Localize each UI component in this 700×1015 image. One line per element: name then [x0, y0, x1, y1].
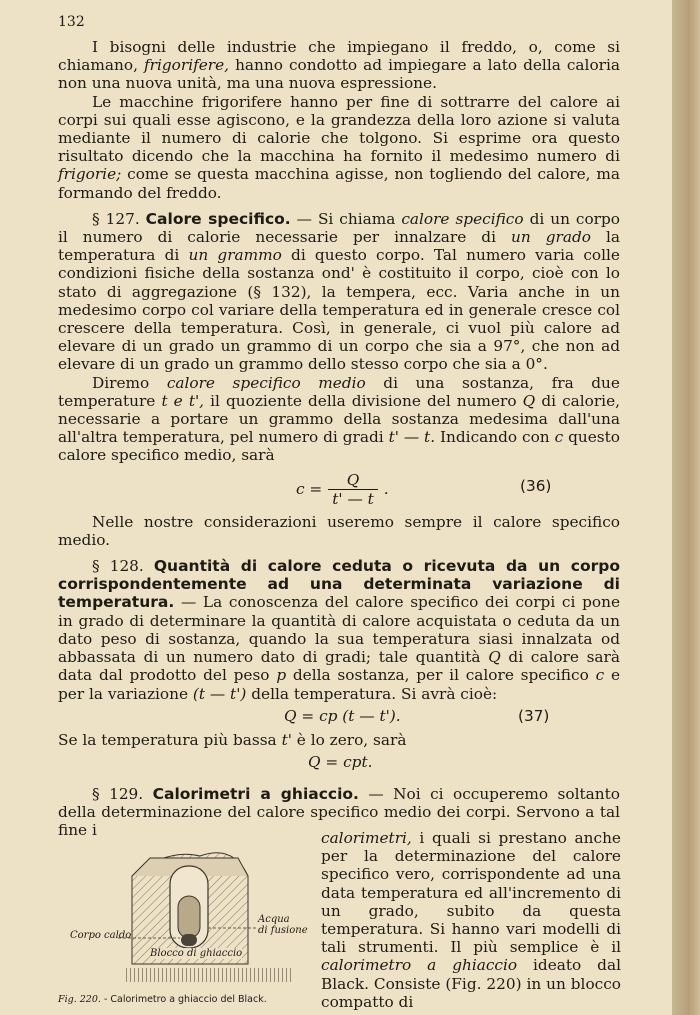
body-text [58, 38, 620, 840]
paragraph-medio: Nelle nostre considerazioni useremo sempre il calore specifico medio. [58, 512, 620, 549]
equation-36: c = $\frac{Q}{t' — t}$ . (36) [296, 470, 552, 508]
figure-label-water: Acqua di fusione [258, 914, 308, 936]
section-127-number: § 127. [92, 209, 140, 228]
equation-37-expression: Q = cp (t — t'). [284, 706, 401, 725]
figure-caption: Fig. 220. - Calorimetro a ghiaccio del Black. [58, 994, 267, 1005]
paragraph-frigorifere: I bisogni delle industrie che impiegano il freddo, o, come si chiamano, frigorifere, hanno condotto ad impiegare a lato della caloria non una nuova unità, ma una nuova espressione. [58, 38, 620, 93]
section-129-fragment: ideato dal Black. Consiste (Fig. 220) in un blocco compatto di [321, 956, 621, 1011]
section-129-fragment: calorimetri, [321, 829, 420, 847]
figure-label-ice-block: Blocco di ghiaccio [150, 948, 243, 959]
section-129-title: Calorimetri a ghiaccio. [152, 784, 359, 803]
section-127: § 127. Calore specifico. — Si chiama calore specifico di un corpo il numero di calorie necessarie per innalzare di un grado la temperatura di un grammo di questo corpo. Tal numero varia colle condizioni fisiche della sostanza ond' è costituito il corpo, cioè con lo stato di aggregazione (§ 132), la tempera, ecc. Varia anche in un medesimo corpo col variare della temperatura ed in generale cresce col crescere della temperatura. Così, in generale, ci vuol più calore ad elevare di un grado un grammo di un corpo che sia a 97°, che non ad elevare di un grado un grammo dello stesso corpo che sia a 0°. [58, 209, 620, 374]
paragraph-calore-medio: Diremo calore specifico medio di una sostanza, fra due temperature t e t', il quoziente della divisione del numero Q di calorie, necessarie a portare un grammo della sostanza medesima dall'una all'altra temperatura, pel numero di gradi t' — t. Indicando con c questo calore specifico medio, sarà [58, 373, 620, 465]
section-129-wrap-text [321, 829, 621, 1011]
section-127-title: Calore specifico. [145, 209, 291, 228]
paragraph-frigorie: Le macchine frigorifere hanno per fine di sottrarre del calore ai corpi sui quali esse agiscono, e la grandezza della loro azione si valuta mediante il numero di calorie che tolgono. Si esprime ora questo risultato dicendo che la macchina ha fornito il medesimo numero di frigorie; come se questa macchina agisse, non togliendo del calore, ma formando del freddo. [58, 92, 620, 202]
section-129-heading-line: § 129. Calorimetri a ghiaccio. — Noi ci occuperemo soltanto della determinazione del calore specifico medio dei corpi. Servono a tal fine i [58, 784, 620, 840]
equation-36-fraction [328, 471, 378, 508]
section-128: § 128. Quantità di calore ceduta o ricevuta da un corpo corrispondentemente ad una determinata variazione di temperatura. — La conoscenza del calore specifico dei corpi ci pone in grado di determinare la quantità di calore acquistata o ceduta da un dato peso di sostanza, quando la sua temperatura siasi innalzata od abbassata di un numero dato di gradi; tale quantità Q di calore sarà data dal prodotto del peso p della sostanza, per il calore specifico c e per la variazione (t — t') della temperatura. Si avrà cioè: [58, 557, 620, 703]
equation-37-label: (37) [518, 706, 550, 725]
section-129-number: § 129. [92, 784, 144, 803]
paragraph-zero: Se la temperatura più bassa t' è lo zero, sarà [58, 730, 407, 749]
equation-36-denominator: t' — t [328, 489, 378, 508]
equation-37 [58, 703, 620, 731]
book-gutter [672, 0, 700, 1015]
equation-q-cpt [58, 749, 620, 777]
section-129-fragment: i quali si prestano anche per la determinazione del calore specifico vero, corrispondente ad una data temperatura ed all'incremento di un grado, subito da questa temperatura. Si hanno vari modelli di tali strumenti. Il più semplice è il [321, 829, 621, 957]
section-129-fragment: calorimetro a ghiaccio [321, 956, 534, 975]
page-number: 132 [58, 14, 85, 30]
figure-220 [58, 836, 312, 1011]
section-128-title: Quantità di calore ceduta o ricevuta da un corpo corrispondentemente ad una determinata variazione di temperatura. [58, 557, 620, 612]
equation-36-lhs: c = [296, 480, 323, 499]
equation-36-label: (36) [520, 476, 552, 495]
equation-36-numerator: Q [346, 470, 360, 489]
section-128-number: § 128. [92, 557, 144, 576]
figure-label-hot-body: Corpo caldo [70, 930, 132, 941]
ice-calorimeter-illustration [58, 836, 312, 986]
equation-q-cpt-expression: Q = cpt. [308, 752, 373, 771]
